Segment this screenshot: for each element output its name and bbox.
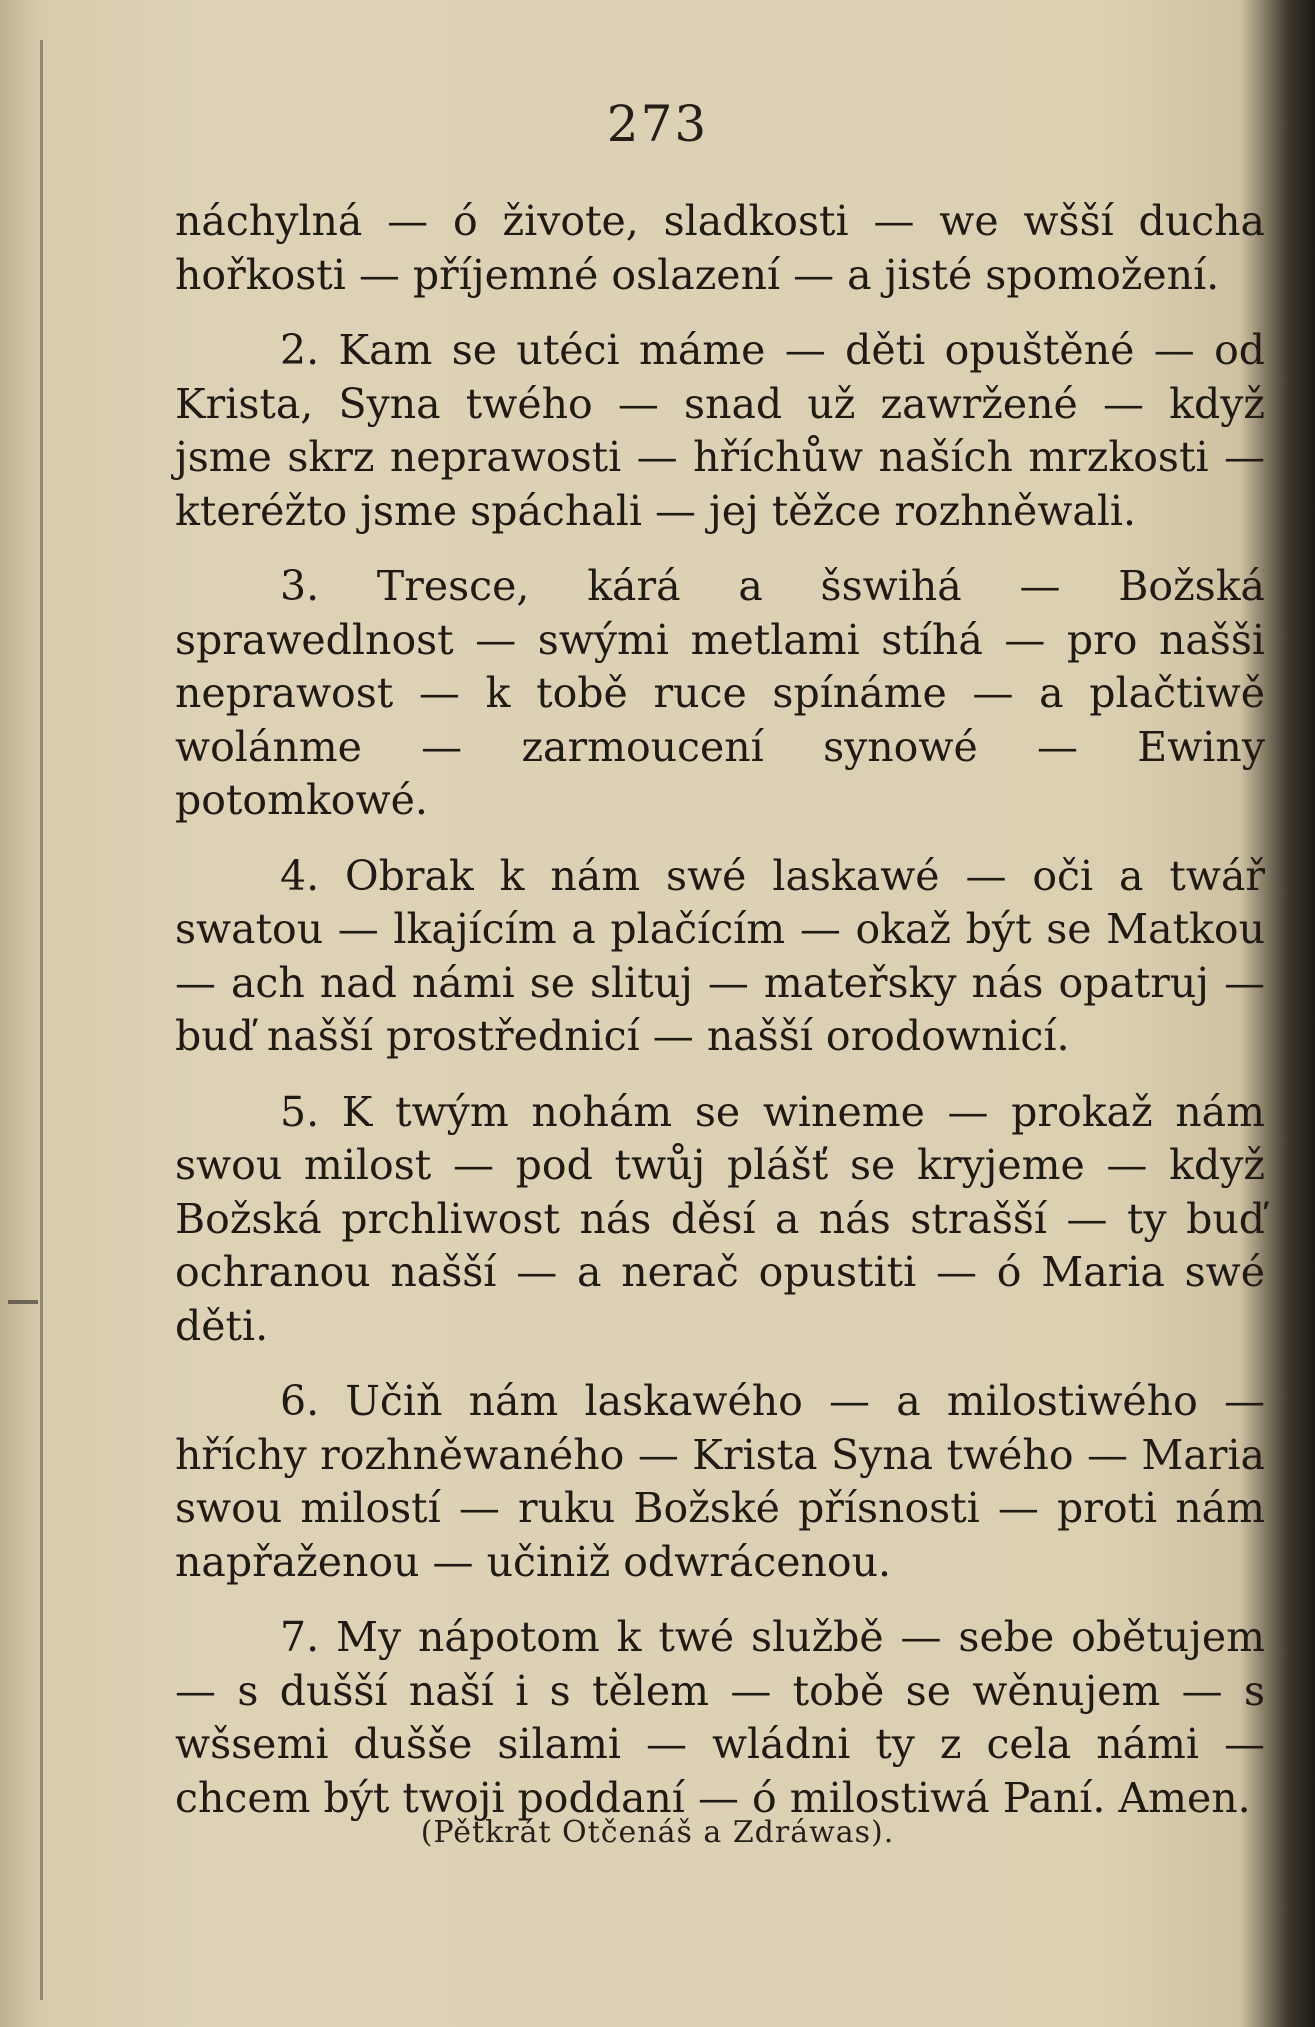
paragraph-verse-3: 3. Tresce, kárá a šswihá — Božská sprawedlnost — swými metlami stíhá — pro našši neprawost — k tobě ruce spínáme — a plačtiwě wolánme — zarmoucení synowé — Ewiny potomkowé. — [175, 562, 1265, 824]
margin-mark — [8, 1300, 38, 1304]
binding-gutter-line — [40, 40, 43, 2000]
paragraph-continuation: náchylná — ó živote, sladkosti — we wšší ducha hořkosti — příjemné oslazení — a jisté spomožení. — [175, 197, 1265, 299]
paragraph-verse-6: 6. Učiň nám laskawého — a milostiwého — hříchy rozhněwaného — Krista Syna twého — Maria swou milostí — ruku Božské přísnosti — proti nám napřaženou — učiniž odwrácenou. — [175, 1377, 1265, 1586]
prayer-instruction: (Pětkrát Otčenáš a Zdráwas). — [420, 1815, 895, 1850]
paragraph-verse-5: 5. K twým nohám se wineme — prokaž nám swou milost — pod twůj plášť se kryjeme — když Božská prchliwost nás děsí a nás strašší — ty buď ochranou našší — a nerač opustiti — ó Maria swé děti. — [175, 1087, 1265, 1350]
page-number: 273 — [606, 95, 709, 153]
paragraph-verse-2: 2. Kam se utéci máme — děti opuštěné — od Krista, Syna twého — snad už zawržené — když jsme skrz neprawosti — hříchůw naších mrzkosti — kteréžto jsme spáchali — jej těžce rozhněwali. — [175, 326, 1265, 535]
paragraph-verse-7: 7. My nápotom k twé službě — sebe obětujem — s dušší naší i s tělem — tobě se wěnujem — s wšsemi dušše silami — wládni ty z cela námi — chcem být twoji poddaní — ó milostiwá Paní. Amen. — [175, 1613, 1265, 1822]
hymn-text — [175, 195, 1265, 1847]
paragraph-verse-4: 4. Obrak k nám swé laskawé — oči a twář swatou — lkajícím a plačícím — okaž být se Matkou — ach nad námi se slituj — mateřsky nás opatruj — buď našší prostřednicí — našší orodownicí. — [175, 851, 1265, 1060]
